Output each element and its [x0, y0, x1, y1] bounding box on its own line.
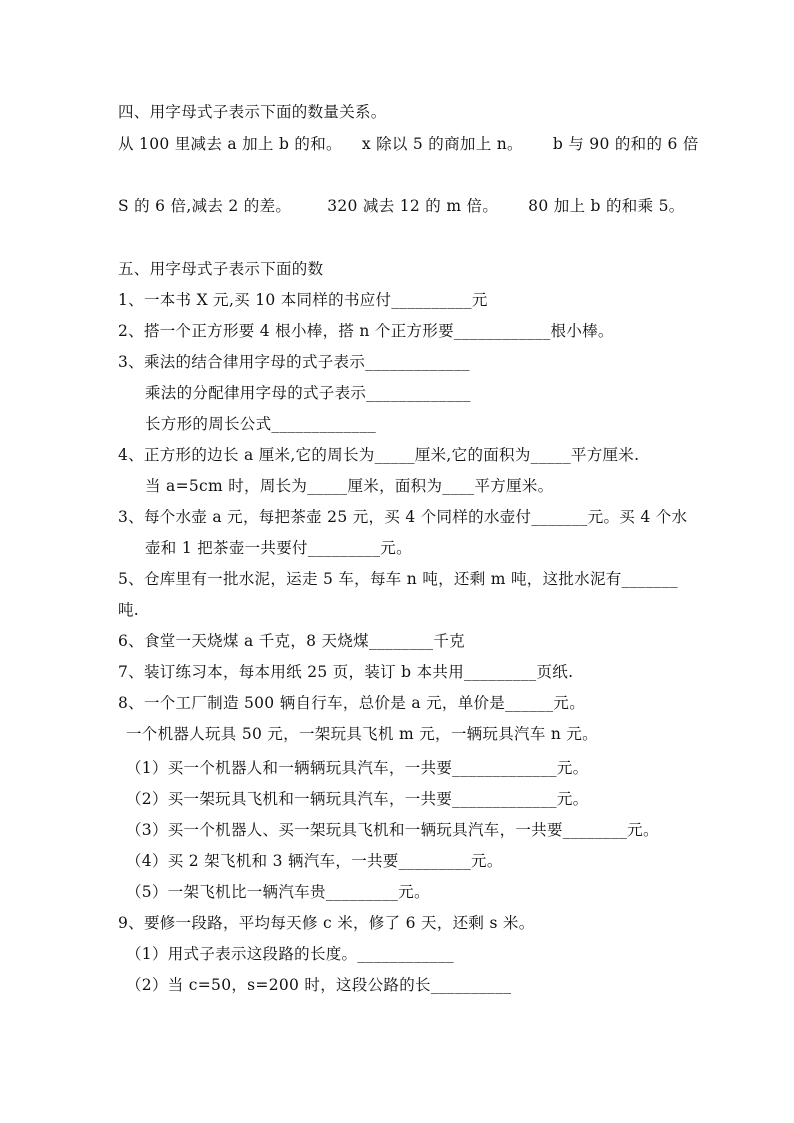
question-4: 4、正方形的边长 a 厘米,它的周长为_____厘米,它的面积为_____平方厘米. [118, 446, 640, 464]
question-2: 2、搭一个正方形要 4 根小棒，搭 n 个正方形要____________根小棒。 [118, 322, 614, 340]
question-5-continued: 吨. [118, 601, 140, 619]
question-3: 3、乘法的结合律用字母的式子表示_____________ [118, 353, 470, 371]
question-9-sub-1: （1）用式子表示这段路的长度。____________ [126, 945, 454, 963]
question-9-sub-2: （2）当 c=50，s=200 时，这段公路的长__________ [126, 976, 512, 994]
question-8: 8、一个工厂制造 500 辆自行车，总价是 a 元，单价是______元。 [118, 694, 585, 712]
question-8-sub-1: （1）买一个机器人和一辆辆玩具汽车，一共要_____________元。 [126, 759, 589, 777]
question-8-sub-2: （2）买一架玩具飞机和一辆玩具汽车，一共要_____________元。 [126, 790, 589, 808]
section5-heading: 五、用字母式子表示下面的数 [118, 260, 324, 278]
section4-row1-item-b: x 除以 5 的商加上 n。 [361, 135, 523, 153]
question-6: 6、食堂一天烧煤 a 千克，8 天烧煤________千克 [118, 632, 465, 650]
section4-row1 [118, 134, 699, 154]
section4-row2-item-c: 80 加上 b 的和乘 5。 [528, 197, 685, 215]
section4-row1-item-a: 从 100 里减去 a 加上 b 的和。 [118, 135, 342, 153]
question-3b: 3、每个水壶 a 元，每把茶壶 25 元，买 4 个同样的水壶付_______元。买 4 个水 [118, 508, 688, 526]
section4-row2-item-b: 320 减去 12 的 m 倍。 [327, 197, 499, 215]
question-7: 7、装订练习本，每本用纸 25 页，装订 b 本共用_________页纸. [118, 663, 574, 681]
question-8-sub-4: （4）买 2 架飞机和 3 辆汽车，一共要_________元。 [126, 852, 503, 870]
question-1: 1、一本书 X 元,买 10 本同样的书应付__________元 [118, 291, 488, 309]
section4-row2 [118, 196, 685, 216]
question-3b-continued: 壶和 1 把茶壶一共要付_________元。 [145, 539, 412, 557]
section4-row2-item-a: S 的 6 倍,减去 2 的差。 [118, 197, 292, 215]
section4-heading: 四、用字母式子表示下面的数量关系。 [118, 103, 387, 121]
question-3-part-2: 乘法的分配律用字母的式子表示_____________ [145, 384, 471, 402]
question-4-part-2: 当 a=5cm 时，周长为_____厘米，面积为____平方厘米。 [145, 477, 554, 495]
question-3-part-3: 长方形的周长公式_____________ [145, 415, 377, 433]
question-8-sub-5: （5）一架飞机比一辆汽车贵_________元。 [126, 883, 430, 901]
question-8-sub-3: （3）买一个机器人、买一架玩具飞机和一辆玩具汽车，一共要________元。 [126, 821, 659, 839]
question-8-intro: 一个机器人玩具 50 元，一架玩具飞机 m 元，一辆玩具汽车 n 元。 [126, 725, 598, 743]
section4-row1-item-c: b 与 90 的和的 6 倍 [552, 135, 699, 153]
question-9: 9、要修一段路，平均每天修 c 米，修了 6 天，还剩 s 米。 [118, 914, 535, 932]
question-5: 5、仓库里有一批水泥，运走 5 车，每车 n 吨，还剩 m 吨，这批水泥有_______ [118, 570, 678, 588]
